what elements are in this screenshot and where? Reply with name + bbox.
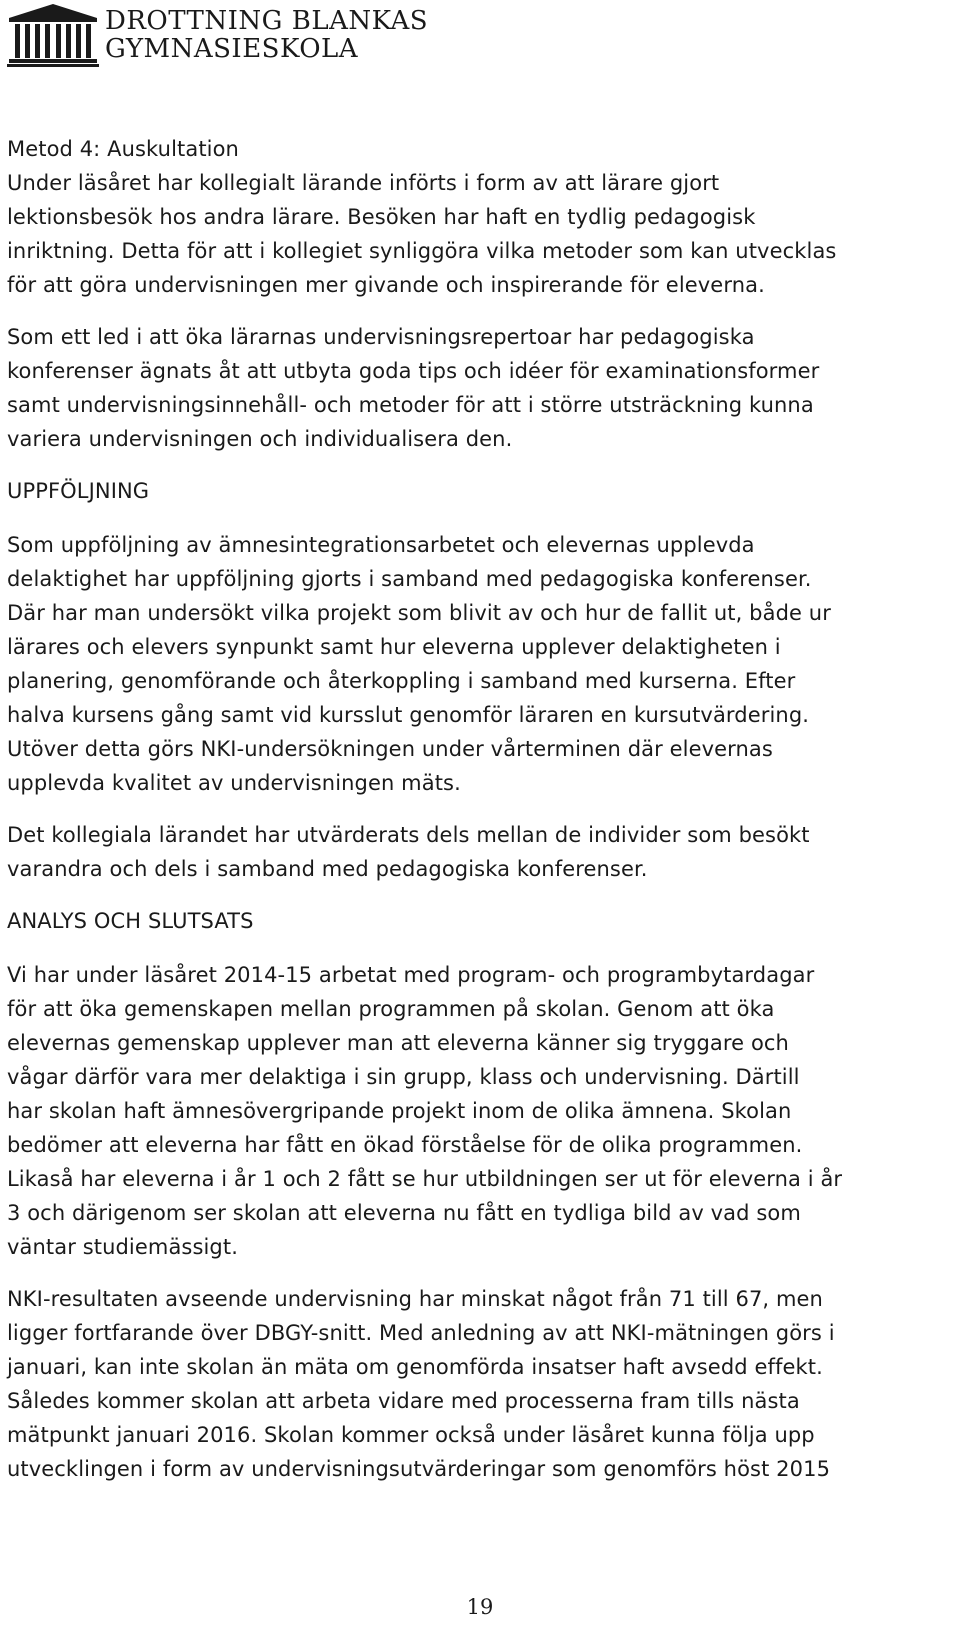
page-number: 19 xyxy=(466,1595,494,1619)
school-name-line1: DROTTNING BLANKAS xyxy=(105,6,429,36)
school-name xyxy=(105,7,428,63)
heading-analys-och-slutsats: ANALYS OCH SLUTSATS xyxy=(7,909,254,933)
paragraph-program-days: Vi har under läsåret 2014-15 arbetat med program- och programbytardagar för att öka gemenskapen mellan programmen på skolan. Genom att öka elevernas gemenskap upplever man att eleverna känner sig tryggare och vågar därför vara mer delaktiga i sin grupp, klass och undervisning. Därtill har skolan haft ämnesövergripande projekt inom de olika ämnena. Skolan bedömer att eleverna har fått en ökad förståelse för de olika programmen. Likaså har eleverna i år 1 och 2 fått se hur utbildningen ser ut för eleverna i år 3 och därigenom ser skolan att eleverna nu fått en tydliga bild av vad som väntar studiemässigt. xyxy=(7,963,843,1259)
paragraph-collegial-learning: Det kollegiala lärandet har utvärderats dels mellan de individer som besökt varandra och dels i samband med pedagogiska konferenser. xyxy=(7,823,810,881)
pillared-building-logo-icon xyxy=(7,2,99,68)
paragraph-method-4: Metod 4: Auskultation Under läsåret har kollegialt lärande införts i form av att lärare gjort lektionsbesök hos andra lärare. Besöken har haft en tydlig pedagogisk inriktning. Detta för att i kollegiet synliggöra vilka metoder som kan utvecklas för att göra undervisningen mer givande och inspirerande för eleverna. xyxy=(7,137,837,297)
paragraph-teaching-repertoire: Som ett led i att öka lärarnas undervisningsrepertoar har pedagogiska konferenser ägnats åt att utbyta goda tips och idéer för examinationsformer samt undervisningsinnehåll- och metoder för att i större utsträckning kunna variera undervisningen och individualisera den. xyxy=(7,325,820,451)
document-body xyxy=(7,132,955,1504)
paragraph-nki-results: NKI-resultaten avseende undervisning har minskat något från 71 till 67, men ligger fortfarande över DBGY-snitt. Med anledning av att NKI-mätningen görs i januari, kan inte skolan än mäta om genomförda insatser haft avsedd effekt. Således kommer skolan att arbeta vidare med processerna fram tills nästa mätpunkt januari 2016. Skolan kommer också under läsåret kunna följa upp utvecklingen i form av undervisningsutvärderingar som genomförs höst 2015 xyxy=(7,1287,835,1481)
school-logo xyxy=(7,2,428,68)
paragraph-follow-up: Som uppföljning av ämnesintegrationsarbetet och elevernas upplevda delaktighet har uppföljning gjorts i samband med pedagogiska konferenser. Där har man undersökt vilka projekt som blivit av och hur de fallit ut, både ur lärares och elevers synpunkt samt hur eleverna upplever delaktigheten i planering, genomförande och återkoppling i samband med kurserna. Efter halva kursens gång samt vid kursslut genomför läraren en kursutvärdering. Utöver detta görs NKI-undersökningen under vårterminen där elevernas upplevda kvalitet av undervisningen mäts. xyxy=(7,533,831,795)
school-name-line2: GYMNASIESKOLA xyxy=(105,34,359,64)
heading-uppfoljning: UPPFÖLJNING xyxy=(7,479,150,503)
